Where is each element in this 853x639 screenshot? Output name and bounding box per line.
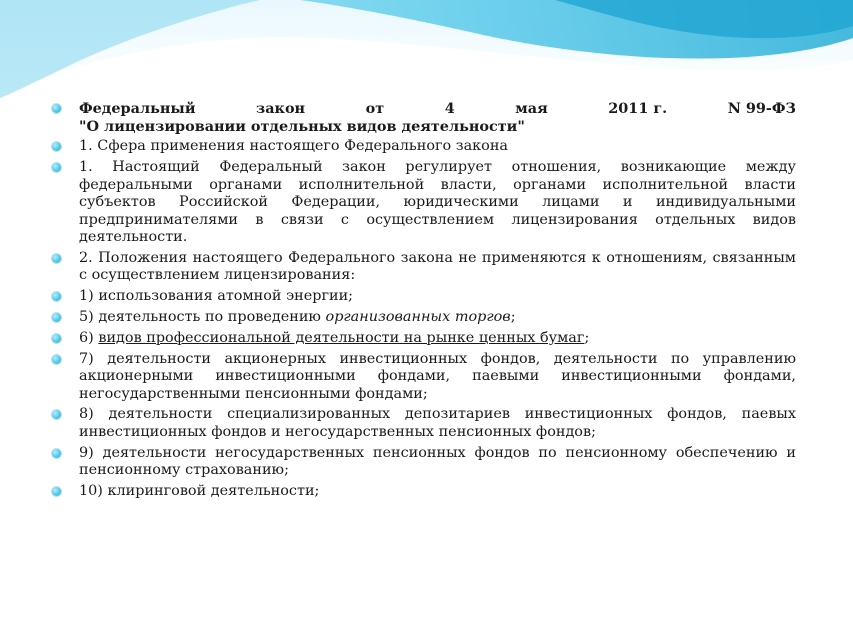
list-item-text: 1) использования атомной энергии;	[79, 288, 354, 305]
list-item	[52, 330, 796, 348]
emphasized-text: организованных торгов	[325, 308, 511, 325]
slide-content	[52, 100, 796, 504]
law-title-word: Федеральный	[79, 100, 196, 117]
list-item-text: 9) деятельности негосударственных пенсионных фондов по пенсионному обеспечению и пенсионному страхованию;	[79, 444, 796, 479]
law-title-word: 4	[444, 100, 455, 117]
law-title-word: закон	[256, 100, 306, 117]
list-item-text: 8) деятельности специализированных депозитариев инвестиционных фондов, паевых инвестиционных фондов и негосударственных пенсионных фондов;	[79, 406, 796, 440]
law-title-word: от	[365, 100, 385, 117]
list-item	[52, 159, 796, 247]
law-title-word: мая	[515, 100, 548, 117]
law-date-year: 2011 г.	[608, 100, 668, 117]
list-item-text: 7) деятельности акционерных инвестиционных фондов, деятельности по управлению акционерными инвестиционными фондами, паевыми инвестиционными фондами, негосударственными пенсионными фондами;	[79, 350, 796, 402]
list-item-text: 10) клиринговой деятельности;	[79, 482, 320, 499]
bullet-icon	[52, 313, 61, 322]
bullet-icon	[52, 449, 61, 458]
list-item	[52, 288, 796, 306]
bullet-icon	[52, 292, 61, 301]
list-item	[52, 138, 796, 156]
list-item	[52, 445, 796, 480]
list-item-suffix: ;	[584, 329, 590, 346]
list-item	[52, 100, 796, 135]
law-title-line	[79, 100, 796, 118]
list-item	[52, 483, 796, 501]
bullet-icon	[52, 104, 61, 113]
list-item-text: 6)	[79, 329, 99, 346]
law-subtitle: "О лицензировании отдельных видов деятельности"	[79, 117, 525, 135]
bullet-icon	[52, 254, 61, 263]
bullet-list	[52, 100, 796, 500]
law-number: N 99-ФЗ	[727, 100, 796, 117]
list-item-text: 1. Настоящий Федеральный закон регулирует отношения, возникающие между федеральными органами исполнительной власти, органами исполнительной власти субъектов Российской Федерации, юридическими лицами и индивидуальными предпринимателями в связи с осуществлением лицензирования отдельных видов деятельности.	[79, 159, 796, 246]
list-item-suffix: ;	[510, 308, 516, 325]
header-wave-decoration	[0, 0, 853, 100]
bullet-icon	[52, 410, 61, 419]
underlined-link-text[interactable]: видов профессиональной деятельности на рынке ценных бумаг	[98, 329, 585, 346]
bullet-icon	[52, 142, 61, 151]
list-item-text: 2. Положения настоящего Федерального закона не применяются к отношениям, связанным с осуществлением лицензирования:	[79, 249, 796, 284]
list-item-text: 5) деятельность по проведению	[79, 308, 326, 325]
bullet-icon	[52, 334, 61, 343]
bullet-icon	[52, 355, 61, 364]
list-item	[52, 406, 796, 441]
bullet-icon	[52, 487, 61, 496]
list-item	[52, 351, 796, 404]
list-item-text: 1. Сфера применения настоящего Федерального закона	[79, 138, 509, 155]
list-item	[52, 250, 796, 285]
list-item	[52, 309, 796, 327]
bullet-icon	[52, 163, 61, 172]
